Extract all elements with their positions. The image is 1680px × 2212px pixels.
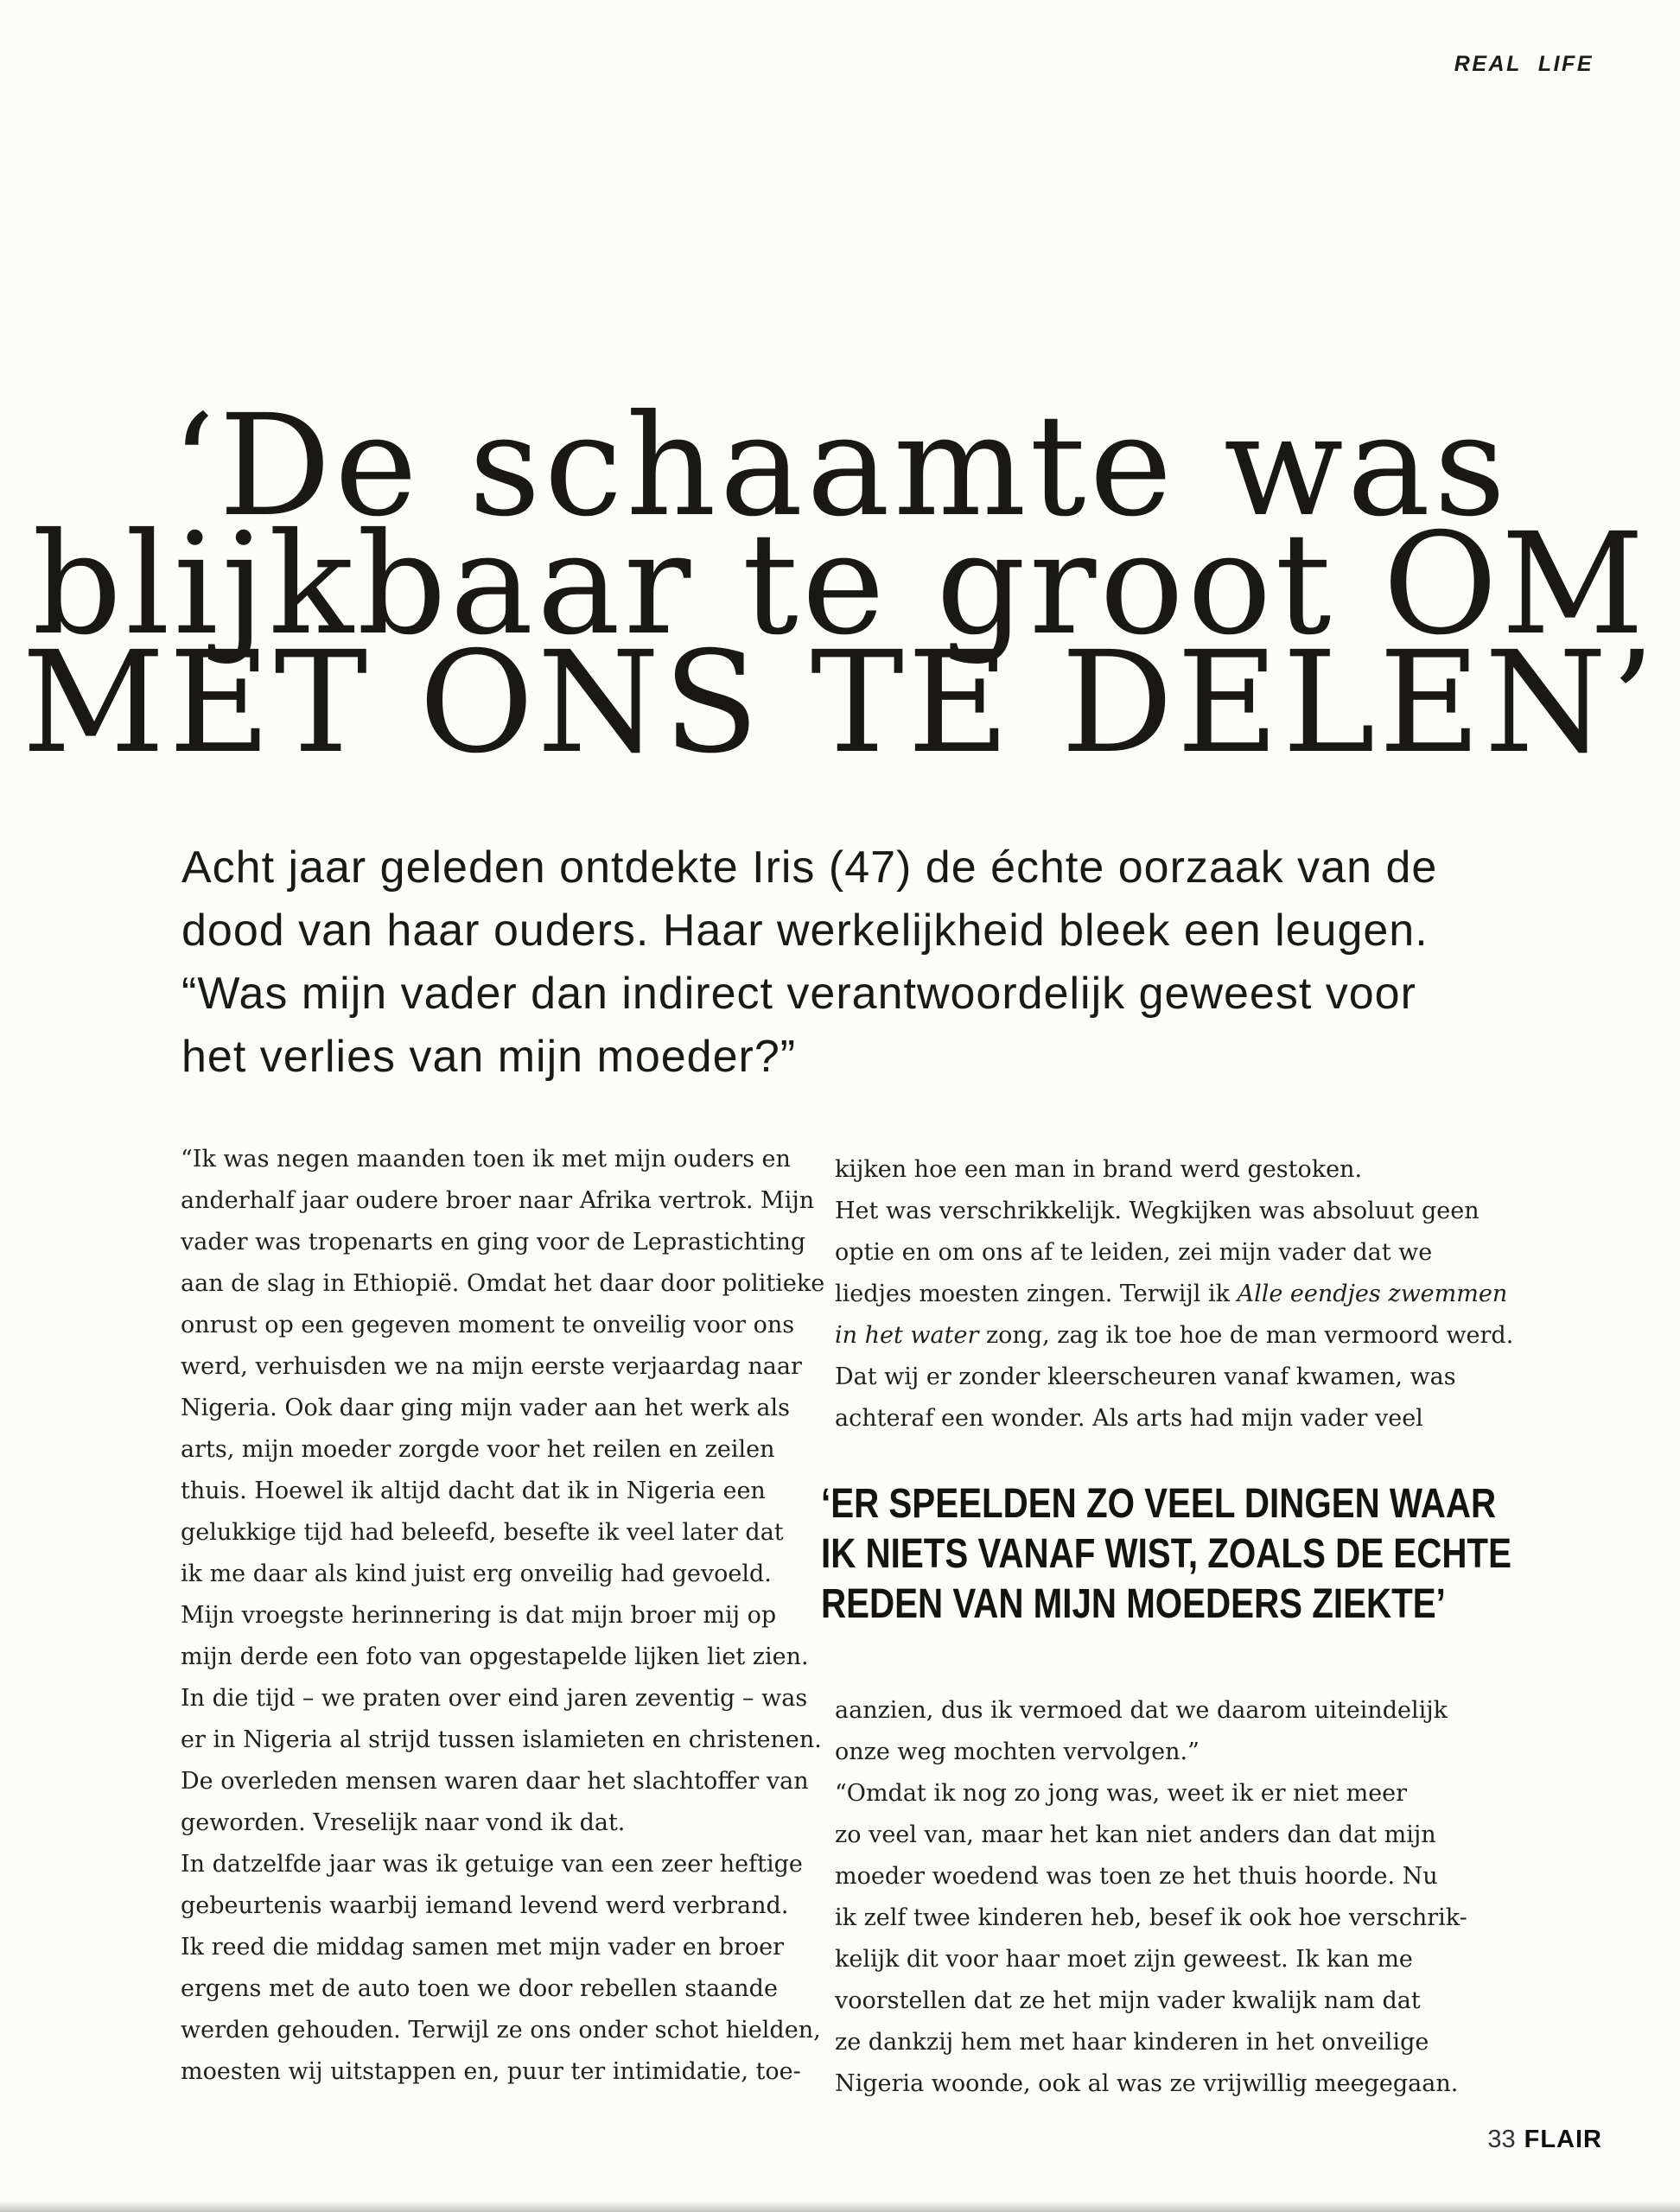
body-text-line: moesten wij uitstappen en, puur ter intimidatie, toe- — [181, 2058, 801, 2085]
body-text-line: ik me daar als kind juist erg onveilig had gevoeld. — [181, 1560, 772, 1587]
body-text-line: er in Nigeria al strijd tussen islamieten en christenen. — [181, 1726, 822, 1753]
body-text-line: “Ik was negen maanden toen ik met mijn ouders en — [181, 1146, 791, 1173]
body-text-line: gelukkige tijd had beleefd, besefte ik veel later dat — [181, 1519, 784, 1546]
pull-quote-line: IK NIETS VANAF WIST, ZOALS DE ECHTE — [821, 1531, 1511, 1577]
article-headline — [0, 385, 1680, 785]
headline-line: ‘De schaamte was — [170, 385, 1510, 548]
body-text-line: Het was verschrikkelijk. Wegkijken was absoluut geen — [835, 1198, 1480, 1224]
body-text-line: gebeurtenis waarbij iemand levend werd verbrand. — [181, 1892, 789, 1919]
body-right-column-bottom — [835, 1690, 1518, 2105]
body-text-line: kelijk dit voor haar moet zijn geweest. Ik kan me — [835, 1946, 1413, 1973]
body-text-line: anderhalf jaar oudere broer naar Afrika vertrok. Mijn — [181, 1187, 815, 1214]
body-text-line: optie en om ons af te leiden, zei mijn vader dat we — [835, 1239, 1433, 1266]
body-text-line: De overleden mensen waren daar het slachtoffer van — [181, 1768, 809, 1795]
body-text-line: geworden. Vreselijk naar vond ik dat. — [181, 1809, 626, 1836]
intro-line: dood van haar ouders. Haar werkelijkheid bleek een leugen. — [181, 906, 1429, 956]
body-text-line: In die tijd – we praten over eind jaren zeventig – was — [181, 1685, 808, 1712]
article-intro — [181, 836, 1437, 1089]
body-text-line: ik zelf twee kinderen heb, besef ik ook hoe verschrik- — [835, 1904, 1467, 1931]
intro-line: Acht jaar geleden ontdekte Iris (47) de échte oorzaak van de — [181, 842, 1438, 893]
body-text-line: In datzelfde jaar was ik getuige van een zeer heftige — [181, 1851, 803, 1878]
headline-line: MET ONS TE DELEN’ — [22, 622, 1658, 785]
body-text-line: onrust op een gegeven moment te onveilig voor ons — [181, 1312, 795, 1338]
body-text-line: kijken hoe een man in brand werd gestoken. — [835, 1156, 1363, 1183]
body-text-line: Mijn vroegste herinnering is dat mijn broer mij op — [181, 1602, 777, 1629]
magazine-name: FLAIR — [1524, 2126, 1602, 2153]
body-text-line: werd, verhuisden we na mijn eerste verjaardag naar — [181, 1353, 802, 1380]
body-text-line: thuis. Hoewel ik altijd dacht dat ik in Nigeria een — [181, 1478, 766, 1504]
section-label: REAL LIFE — [1454, 52, 1594, 76]
body-right-column-top — [835, 1149, 1518, 1440]
headline-line: blijkbaar te groot OM — [32, 504, 1648, 666]
pull-quote-line: ‘ER SPEELDEN ZO VEEL DINGEN WAAR — [821, 1481, 1497, 1527]
page-number: 33 — [1487, 2126, 1516, 2153]
body-text-line: arts, mijn moeder zorgde voor het reilen en zeilen — [181, 1436, 775, 1463]
page-footer — [1487, 2126, 1602, 2154]
body-text-line: Nigeria. Ook daar ging mijn vader aan het werk als — [181, 1395, 790, 1421]
body-text-line: Dat wij er zonder kleerscheuren vanaf kwamen, was — [835, 1363, 1456, 1390]
body-text-line: Nigeria woonde, ook al was ze vrijwillig meegegaan. — [835, 2070, 1459, 2097]
body-text-line: aanzien, dus ik vermoed dat we daarom uiteindelijk — [835, 1697, 1448, 1724]
pull-quote — [821, 1479, 1643, 1630]
pull-quote-line: REDEN VAN MIJN MOEDERS ZIEKTE’ — [821, 1581, 1446, 1627]
body-text-line: voorstellen dat ze het mijn vader kwalijk nam dat — [835, 1987, 1421, 2014]
body-text-line: vader was tropenarts en ging voor de Leprastichting — [181, 1229, 806, 1255]
body-text-line: aan de slag in Ethiopië. Omdat het daar door politieke — [181, 1270, 825, 1297]
body-text-line: Ik reed die middag samen met mijn vader en broer — [181, 1934, 785, 1961]
body-text-line: mijn derde een foto van opgestapelde lijken liet zien. — [181, 1643, 809, 1670]
body-text-line: onze weg mochten vervolgen.” — [835, 1738, 1200, 1765]
body-text-line: moeder woedend was toen ze het thuis hoorde. Nu — [835, 1863, 1438, 1890]
body-text-line: ergens met de auto toen we door rebellen staande — [181, 1975, 778, 2002]
body-text-line: ze dankzij hem met haar kinderen in het onveilige — [835, 2029, 1429, 2056]
body-text-line: “Omdat ik nog zo jong was, weet ik er niet meer — [835, 1780, 1408, 1807]
body-text-line: liedjes moesten zingen. Terwijl ik Alle eendjes zwemmen — [835, 1281, 1508, 1307]
body-text-line: zo veel van, maar het kan niet anders dan dat mijn — [835, 1821, 1436, 1848]
body-text-line: achteraf een wonder. Als arts had mijn vader veel — [835, 1405, 1423, 1432]
intro-line: het verlies van mijn moeder?” — [181, 1032, 797, 1082]
body-text-line: in het water zong, zag ik toe hoe de man vermoord werd. — [835, 1322, 1514, 1349]
intro-line: “Was mijn vader dan indirect verantwoordelijk geweest voor — [181, 969, 1416, 1019]
scan-bottom-edge — [0, 2201, 1680, 2212]
body-text-line: werden gehouden. Terwijl ze ons onder schot hielden, — [181, 2017, 821, 2044]
body-left-column — [181, 1139, 825, 2093]
